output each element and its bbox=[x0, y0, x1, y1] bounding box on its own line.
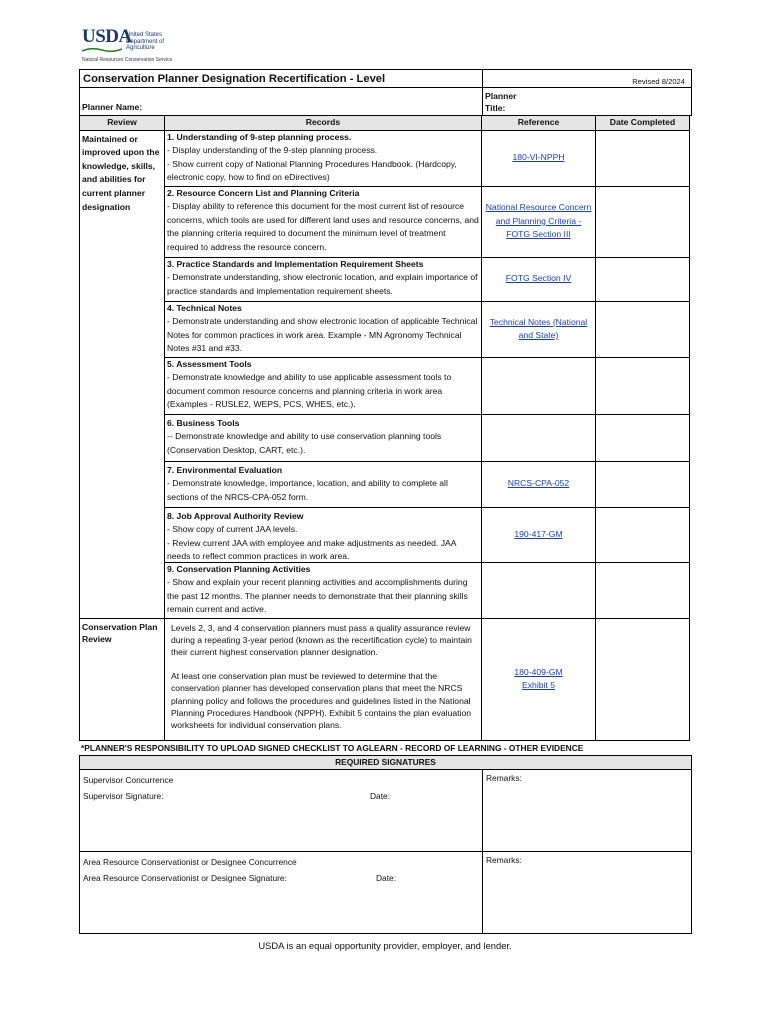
supervisor-date-label: Date: bbox=[370, 790, 391, 801]
record-3-body: - Demonstrate understanding, show electronic location, and explain importance of practice standards and implementation requirement sheets. bbox=[167, 272, 478, 296]
record-3-title: 3. Practice Standards and Implementation Requirement Sheets bbox=[167, 258, 424, 269]
record-5 bbox=[164, 357, 482, 415]
arc-remarks[interactable] bbox=[482, 851, 692, 934]
record-5-title: 5. Assessment Tools bbox=[167, 358, 252, 369]
usda-wordmark: USDA bbox=[82, 26, 132, 47]
upload-responsibility-note: *PLANNER'S RESPONSIBILITY TO UPLOAD SIGNED CHECKLIST TO AGLEARN - RECORD OF LEARNING - OTHER EVIDENCE bbox=[81, 742, 584, 753]
record-2-body: - Display ability to reference this document for the most current list of resource concerns, which tools are used for different land uses and resource concerns, and the planning criteria required to document the minimum level of treatment required to address the resource concern. bbox=[167, 201, 479, 252]
record-6-title: 6. Business Tools bbox=[167, 417, 240, 428]
revised-date: Revised 8/2024 bbox=[482, 69, 692, 88]
plan-review-paragraph-1: Levels 2, 3, and 4 conservation planners must pass a quality assurance review during a repeating 3-year period (known as the recertification cycle) to maintain their current highest conservation planner designation. bbox=[171, 622, 472, 657]
plan-review-paragraph-2: At least one conservation plan must be reviewed to determine that the conservation planner has developed conservation plans that meet the NRCS planning policy and follows the procedures and guidelines listed in the National Planning Procedures Handbook (NPPH). Exhibit 5 contains the plan evaluation worksheets for individual conservation plans. bbox=[171, 671, 472, 731]
record-6-body: -- Demonstrate knowledge and ability to use conservation planning tools (Conservation Desktop, CART, etc.). bbox=[167, 431, 442, 455]
record-1 bbox=[164, 130, 482, 187]
reference-link-fotg-section-iv[interactable]: FOTG Section IV bbox=[505, 273, 572, 284]
supervisor-remarks[interactable] bbox=[482, 769, 692, 852]
reference-9 bbox=[481, 562, 596, 619]
date-completed-4[interactable] bbox=[595, 301, 690, 358]
record-4 bbox=[164, 301, 482, 358]
equal-opportunity-footer: USDA is an equal opportunity provider, employer, and lender. bbox=[258, 940, 512, 951]
header-date-completed: Date Completed bbox=[595, 115, 690, 131]
reference-1 bbox=[481, 130, 596, 187]
arc-signature-block[interactable] bbox=[79, 851, 483, 934]
reference-4 bbox=[481, 301, 596, 358]
header-records: Records bbox=[164, 115, 482, 131]
record-5-body: - Demonstrate knowledge and ability to use applicable assessment tools to document common resource concerns and planning criteria in work area (Examples - RUSLE2, WEPS, PCS, WHES, etc.). bbox=[167, 372, 452, 410]
reference-link-resource-concern[interactable]: National Resource Concern and Planning Criteria - FOTG Section III bbox=[485, 202, 592, 240]
usda-wave-icon bbox=[82, 47, 122, 53]
reference-3 bbox=[481, 257, 596, 302]
planner-name-label: Planner Name: bbox=[79, 87, 483, 116]
reference-8 bbox=[481, 507, 596, 563]
supervisor-signature-block[interactable] bbox=[79, 769, 483, 852]
arc-concurrence-label: Area Resource Conservationist or Designee Concurrence bbox=[83, 856, 297, 867]
reference-link-190-417-gm[interactable]: 190-417-GM bbox=[514, 528, 563, 539]
review-knowledge-skills: Maintained or improved upon the knowledge, skills, and abilities for current planner designation bbox=[79, 130, 165, 619]
header-review: Review bbox=[79, 115, 165, 131]
record-9-title: 9. Conservation Planning Activities bbox=[167, 563, 311, 574]
supervisor-remarks-label: Remarks: bbox=[486, 772, 522, 783]
review-conservation-plan: Conservation Plan Review bbox=[79, 618, 165, 741]
reference-plan-review bbox=[481, 618, 596, 741]
record-3 bbox=[164, 257, 482, 302]
reference-link-technical-notes[interactable]: Technical Notes (National and State) bbox=[489, 316, 588, 341]
record-7-body: - Demonstrate knowledge, importance, location, and ability to complete all sections of the NRCS-CPA-052 form. bbox=[167, 478, 448, 502]
record-2 bbox=[164, 186, 482, 258]
record-6 bbox=[164, 414, 482, 462]
record-9-body: - Show and explain your recent planning activities and accomplishments during the past 12 months. The planner needs to demonstrate that their planning skills remain current and active. bbox=[167, 577, 468, 615]
usda-agency-name: United States Department of Agriculture bbox=[126, 32, 165, 51]
reference-link-180-vi-npph[interactable]: 180-VI-NPPH bbox=[512, 152, 565, 163]
planner-title-label: Planner Title: bbox=[482, 87, 692, 116]
record-4-title: 4. Technical Notes bbox=[167, 302, 242, 313]
record-9 bbox=[164, 562, 482, 619]
date-completed-2[interactable] bbox=[595, 186, 690, 258]
date-completed-plan-review[interactable] bbox=[595, 618, 690, 741]
form-title: Conservation Planner Designation Recertification - Level bbox=[79, 69, 483, 88]
record-8-title: 8. Job Approval Authority Review bbox=[167, 510, 304, 521]
reference-7 bbox=[481, 461, 596, 508]
supervisor-concurrence-label: Supervisor Concurrence bbox=[83, 774, 174, 785]
reference-link-180-409-gm[interactable]: 180-409-GM Exhibit 5 bbox=[514, 667, 563, 691]
arc-signature-label: Area Resource Conservationist or Designee Signature: bbox=[83, 872, 287, 883]
record-2-title: 2. Resource Concern List and Planning Criteria bbox=[167, 187, 360, 198]
supervisor-signature-label: Supervisor Signature: bbox=[83, 790, 164, 801]
date-completed-1[interactable] bbox=[595, 130, 690, 187]
arc-remarks-label: Remarks: bbox=[486, 854, 522, 865]
reference-2 bbox=[481, 186, 596, 258]
reference-5 bbox=[481, 357, 596, 415]
date-completed-6[interactable] bbox=[595, 414, 690, 462]
record-8-body: - Show copy of current JAA levels. - Review current JAA with employee and make adjustments as needed. JAA needs to reflect common practices in work area. bbox=[167, 524, 456, 562]
date-completed-9[interactable] bbox=[595, 562, 690, 619]
recertification-form bbox=[80, 70, 692, 934]
date-completed-8[interactable] bbox=[595, 507, 690, 563]
header-reference: Reference bbox=[481, 115, 596, 131]
reference-6 bbox=[481, 414, 596, 462]
arc-date-label: Date: bbox=[376, 872, 397, 883]
required-signatures-header: REQUIRED SIGNATURES bbox=[79, 755, 692, 770]
date-completed-5[interactable] bbox=[595, 357, 690, 415]
record-7-title: 7. Environmental Evaluation bbox=[167, 464, 283, 475]
record-8 bbox=[164, 507, 482, 563]
record-1-title: 1. Understanding of 9-step planning process. bbox=[167, 131, 352, 142]
plan-review-text bbox=[164, 618, 482, 741]
nrcs-tagline: Natural Resources Conservation Service bbox=[82, 57, 173, 63]
record-1-body: - Display understanding of the 9-step planning process. - Show current copy of National Planning Procedures Handbook. (Hardcopy, electronic copy, how to find on eDirectives) bbox=[167, 145, 457, 183]
record-4-body: - Demonstrate understanding and show electronic location of applicable Technical Notes for common practices in work area. Example - MN Agronomy Technical Notes #31 and #33. bbox=[167, 316, 478, 354]
date-completed-7[interactable] bbox=[595, 461, 690, 508]
record-7 bbox=[164, 461, 482, 508]
date-completed-3[interactable] bbox=[595, 257, 690, 302]
reference-link-nrcs-cpa-052[interactable]: NRCS-CPA-052 bbox=[507, 478, 570, 489]
